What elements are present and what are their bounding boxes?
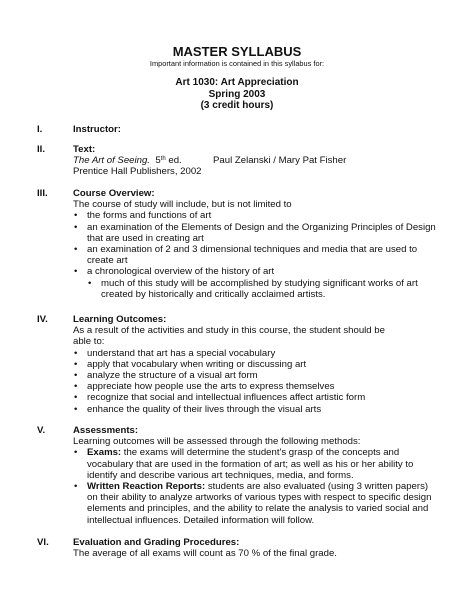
book-publisher: Prentice Hall Publishers, 2002 — [73, 166, 202, 178]
list-item-exams — [73, 447, 435, 481]
course-info — [0, 77, 474, 112]
edition-number: 5 — [155, 155, 161, 167]
list-item-text: • the forms and functions of art — [87, 210, 212, 222]
list-item-reports — [73, 481, 435, 526]
section-number: V. — [37, 425, 46, 436]
assessments-list — [73, 447, 435, 525]
section-number: III. — [37, 188, 48, 199]
exams-label: Exams: — [87, 447, 122, 459]
overview-sublist — [87, 278, 435, 300]
list-item-text: create art — [87, 255, 128, 267]
section-heading: Learning Outcomes: — [73, 314, 167, 325]
list-item-text: that are used in creating art — [87, 232, 204, 244]
section-heading: Instructor: — [73, 124, 121, 135]
list-item-text: • an examination of the Elements of Design and the Organizing Principles of Design — [87, 221, 436, 233]
section-number: II. — [37, 144, 45, 155]
section-heading: Text: — [73, 144, 96, 155]
reports-label: Written Reaction Reports: — [87, 481, 206, 493]
reports-text: students are also evaluated (using 3 written papers) — [205, 481, 429, 493]
exams-text: the exams will determine the student's grasp of the concepts and — [121, 447, 400, 459]
list-item — [73, 266, 435, 277]
list-subitem — [87, 278, 435, 300]
outcomes-list — [73, 348, 435, 415]
section-number: I. — [37, 124, 43, 135]
section-number: IV. — [37, 314, 48, 325]
course-credits: (3 credit hours) — [200, 100, 274, 111]
list-item: • understand that art has a special vocabulary — [73, 348, 435, 359]
exams-text: identify and describe various art techniques, media, and forms. — [87, 469, 354, 481]
reports-text: elements and principles, and the ability to relate the analysis to varied social and — [87, 503, 429, 515]
course-term: Spring 2003 — [208, 88, 266, 100]
list-item — [73, 210, 435, 221]
list-item: • apply that vocabulary when writing or discussing art — [73, 359, 435, 370]
overview-intro: The course of study will include, but is not limited to — [73, 199, 292, 211]
list-item: • recognize that social and intellectual influences affect artistic form — [73, 392, 435, 403]
reports-text: on their ability to analyze artworks of various types with respect to specific design — [87, 492, 432, 504]
section-heading: Evaluation and Grading Procedures: — [73, 537, 240, 548]
list-item — [73, 244, 435, 266]
outcomes-intro: As a result of the activities and study in this course, the student should be — [73, 325, 385, 337]
list-item-text: • much of this study will be accomplished by studying significant works of art — [101, 277, 418, 289]
page-subtitle: Important information is contained in this syllabus for: — [149, 59, 325, 68]
list-item: • appreciate how people use the arts to express themselves — [73, 381, 435, 392]
edition-label: ed. — [168, 155, 182, 167]
list-item: • analyze the structure of a visual art form — [73, 370, 435, 381]
reports-text: intellectual influences. Detailed information will follow. — [87, 514, 315, 526]
list-item-text: • a chronological overview of the history of art — [87, 266, 275, 278]
section-heading: Assessments: — [73, 425, 139, 436]
section-heading: Course Overview: — [73, 188, 155, 199]
overview-list — [73, 210, 435, 277]
course-name: Art 1030: Art Appreciation — [175, 77, 299, 88]
exams-text: vocabulary that are used in the formation of art; as well as his or her ability to — [87, 458, 414, 470]
list-item-text: created by historically and critically acclaimed artists. — [101, 288, 326, 300]
outcomes-intro: able to: — [73, 336, 105, 348]
grading-text: The average of all exams will count as 70 % of the final grade. — [73, 548, 337, 560]
page-title: MASTER SYLLABUS — [172, 44, 302, 59]
list-item: • enhance the quality of their lives through the visual arts — [73, 404, 435, 415]
textbook-row — [73, 155, 435, 166]
list-item — [73, 222, 435, 244]
assessments-intro: Learning outcomes will be assessed through the following methods: — [73, 436, 361, 448]
edition-suffix: th — [160, 156, 166, 163]
book-title: The Art of Seeing. — [73, 155, 150, 167]
book-authors: Paul Zelanski / Mary Pat Fisher — [213, 155, 347, 167]
section-number: VI. — [37, 537, 49, 548]
list-item-text: • an examination of 2 and 3 dimensional techniques and media that are used to — [87, 244, 418, 256]
